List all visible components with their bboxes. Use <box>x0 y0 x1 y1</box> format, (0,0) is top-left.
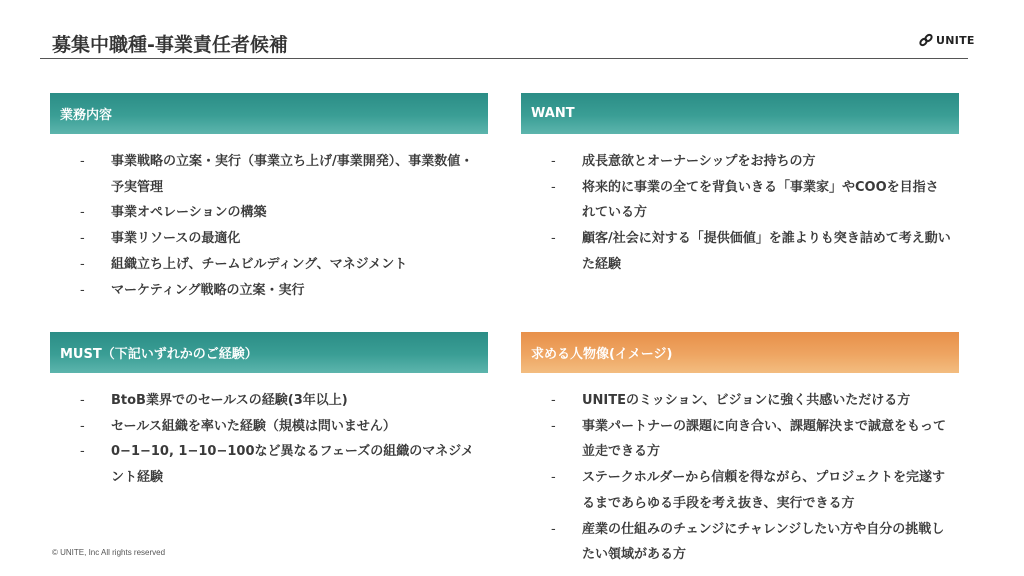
list-item: - 事業オペレーションの構築 <box>80 200 480 226</box>
list-item: - 成長意欲とオーナーシップをお持ちの方 <box>551 149 951 175</box>
bullet-dash: - <box>80 205 85 221</box>
bullet-dash: - <box>80 418 85 434</box>
must-section-header: MUST（下記いずれかのご経験） <box>50 332 488 373</box>
list-item: - マーケティング戦略の立案・実行 <box>80 278 480 304</box>
bullet-dash: - <box>80 282 85 298</box>
bullet-dash: - <box>551 393 556 408</box>
bullet-dash: - <box>551 154 556 169</box>
list-item: - 事業パートナーの課題に向き合い、課題解決まで誠意をもって並走できる方 <box>551 414 951 465</box>
business-list <box>80 149 480 303</box>
list-item: - 将来的に事業の全てを背負いきる「事業家」やCOOを目指されている方 <box>551 175 951 226</box>
business-section-header: 業務内容 <box>50 93 488 134</box>
copyright-footer: © UNITE, Inc All rights reserved <box>52 548 166 557</box>
title-divider <box>40 58 968 59</box>
link-icon <box>918 33 934 47</box>
list-item: - 事業戦略の立案・実行（事業立ち上げ/事業開発）、事業数値・予実管理 <box>80 149 480 200</box>
list-item: - UNITEのミッション、ビジョンに強く共感いただける方 <box>551 388 951 414</box>
persona-section-header: 求める人物像(イメージ) <box>521 332 959 373</box>
page-title: 募集中職種-事業責任者候補 <box>52 34 288 56</box>
bullet-dash: - <box>551 231 556 247</box>
list-item: - ステークホルダーから信頼を得ながら、プロジェクトを完遂するまであらゆる手段を考え抜き、実行できる方 <box>551 465 951 516</box>
list-item: - 組織立ち上げ、チームビルディング、マネジメント <box>80 252 480 278</box>
bullet-dash: - <box>80 256 85 272</box>
must-list <box>80 388 480 491</box>
bullet-dash: - <box>551 521 556 537</box>
want-section-header: WANT <box>521 93 959 134</box>
list-item: - 0−1−10, 1−10−100など異なるフェーズの組織のマネジメント経験 <box>80 439 480 490</box>
bullet-dash: - <box>80 231 85 247</box>
company-logo <box>918 33 975 47</box>
list-item: - 産業の仕組みのチェンジにチャレンジしたい方や自分の挑戦したい領域がある方 <box>551 517 951 568</box>
list-item: - BtoB業界でのセールスの経験(3年以上) <box>80 388 480 414</box>
want-list <box>551 149 951 278</box>
bullet-dash: - <box>80 393 85 408</box>
bullet-dash: - <box>80 444 85 460</box>
list-item: - 事業リソースの最適化 <box>80 226 480 252</box>
list-item: - セールス組織を率いた経験（規模は問いません） <box>80 414 480 440</box>
bullet-dash: - <box>80 154 85 169</box>
bullet-dash: - <box>551 418 556 434</box>
logo-text: UNITE <box>936 33 975 47</box>
persona-list <box>551 388 951 568</box>
bullet-dash: - <box>551 179 556 195</box>
bullet-dash: - <box>551 470 556 486</box>
list-item: - 顧客/社会に対する「提供価値」を誰よりも突き詰めて考え動いた経験 <box>551 226 951 277</box>
